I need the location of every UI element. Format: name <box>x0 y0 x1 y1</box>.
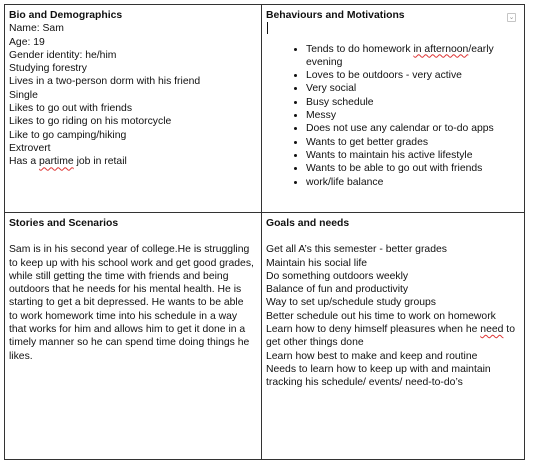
list-item: • Messy <box>306 109 521 122</box>
bio-line: Age: 19 <box>9 36 45 48</box>
bio-line: Like to go camping/hiking <box>9 129 127 141</box>
list-item: • Wants to get better grades <box>306 136 521 149</box>
behaviours-title: Behaviours and Motivations <box>266 10 405 21</box>
bio-line: Single <box>9 89 38 101</box>
goal-text: to get other things done <box>266 324 515 349</box>
bio-line: Extrovert <box>9 142 51 154</box>
bio-line: Likes to go out with friends <box>9 103 133 115</box>
row-divider <box>5 212 524 213</box>
stories-paragraph: Sam is in his second year of college.He is struggling to keep up with his school work and get good grades, while still getting the time with friends and being outdoors that he needs for his mental health. He is starting to get a bit depressed. He wants to be able to work homework time into his schedule in a way that works for him and allows him to get it done in a timely manner so he can spend time doing things he likes. <box>9 244 254 362</box>
bio-title: Bio and Demographics <box>9 10 123 21</box>
goal-line-deny <box>266 323 521 350</box>
list-item: • Wants to be able to go out with friends <box>306 162 521 175</box>
bio-job-pre: Has a <box>9 156 40 168</box>
bio-line: Likes to go riding on his motorcycle <box>9 116 172 128</box>
bio-line-job <box>9 155 259 168</box>
list-item: • work/life balance <box>306 176 521 189</box>
list-item <box>306 43 521 70</box>
bio-line: Gender identity: he/him <box>9 49 117 61</box>
bio-job-post: job in retail <box>73 156 127 168</box>
item-text: /early evening <box>306 43 494 68</box>
goal-line: Balance of fun and productivity <box>266 284 409 296</box>
stories-title: Stories and Scenarios <box>9 218 119 229</box>
behaviours-cell[interactable] <box>266 9 521 189</box>
goal-line: Do something outdoors weekly <box>266 270 409 282</box>
spellcheck-word: in afternoon <box>413 43 469 55</box>
goal-line: Maintain his social life <box>266 257 368 269</box>
column-divider <box>261 5 262 459</box>
list-item: • Very social <box>306 82 521 95</box>
text-cursor <box>266 22 521 38</box>
bio-cell[interactable] <box>9 9 259 169</box>
list-item: • Wants to maintain his active lifestyle <box>306 149 521 162</box>
persona-table <box>4 4 525 460</box>
goals-title: Goals and needs <box>266 218 350 229</box>
stories-cell[interactable] <box>9 217 259 363</box>
list-item: • Loves to be outdoors - very active <box>306 69 521 82</box>
goal-line: Get all A’s this semester - better grades <box>266 244 447 256</box>
spellcheck-word: need <box>480 324 504 336</box>
expand-corner-icon[interactable]: ⌄ <box>508 14 515 21</box>
goal-line: Way to set up/schedule study groups <box>266 297 436 309</box>
goal-text: Learn how to deny himself pleasures when he <box>266 324 481 336</box>
spellcheck-word: partime <box>39 156 74 168</box>
bio-line: Lives in a two-person dorm with his friend <box>9 76 201 88</box>
behaviours-list <box>266 43 521 189</box>
goal-line: Learn how best to make and keep and routine <box>266 350 478 362</box>
goals-cell[interactable] <box>266 217 521 390</box>
list-item: • Does not use any calendar or to-do apps <box>306 122 521 135</box>
goal-line: Better schedule out his time to work on homework <box>266 310 496 322</box>
list-item: • Busy schedule <box>306 96 521 109</box>
goal-line: Needs to learn how to keep up with and maintain tracking his schedule/ events/ need-to-do’s <box>266 363 491 389</box>
bio-line: Studying forestry <box>9 63 87 75</box>
bio-line: Name: Sam <box>9 23 64 35</box>
item-text: Tends to do homework <box>306 43 414 55</box>
